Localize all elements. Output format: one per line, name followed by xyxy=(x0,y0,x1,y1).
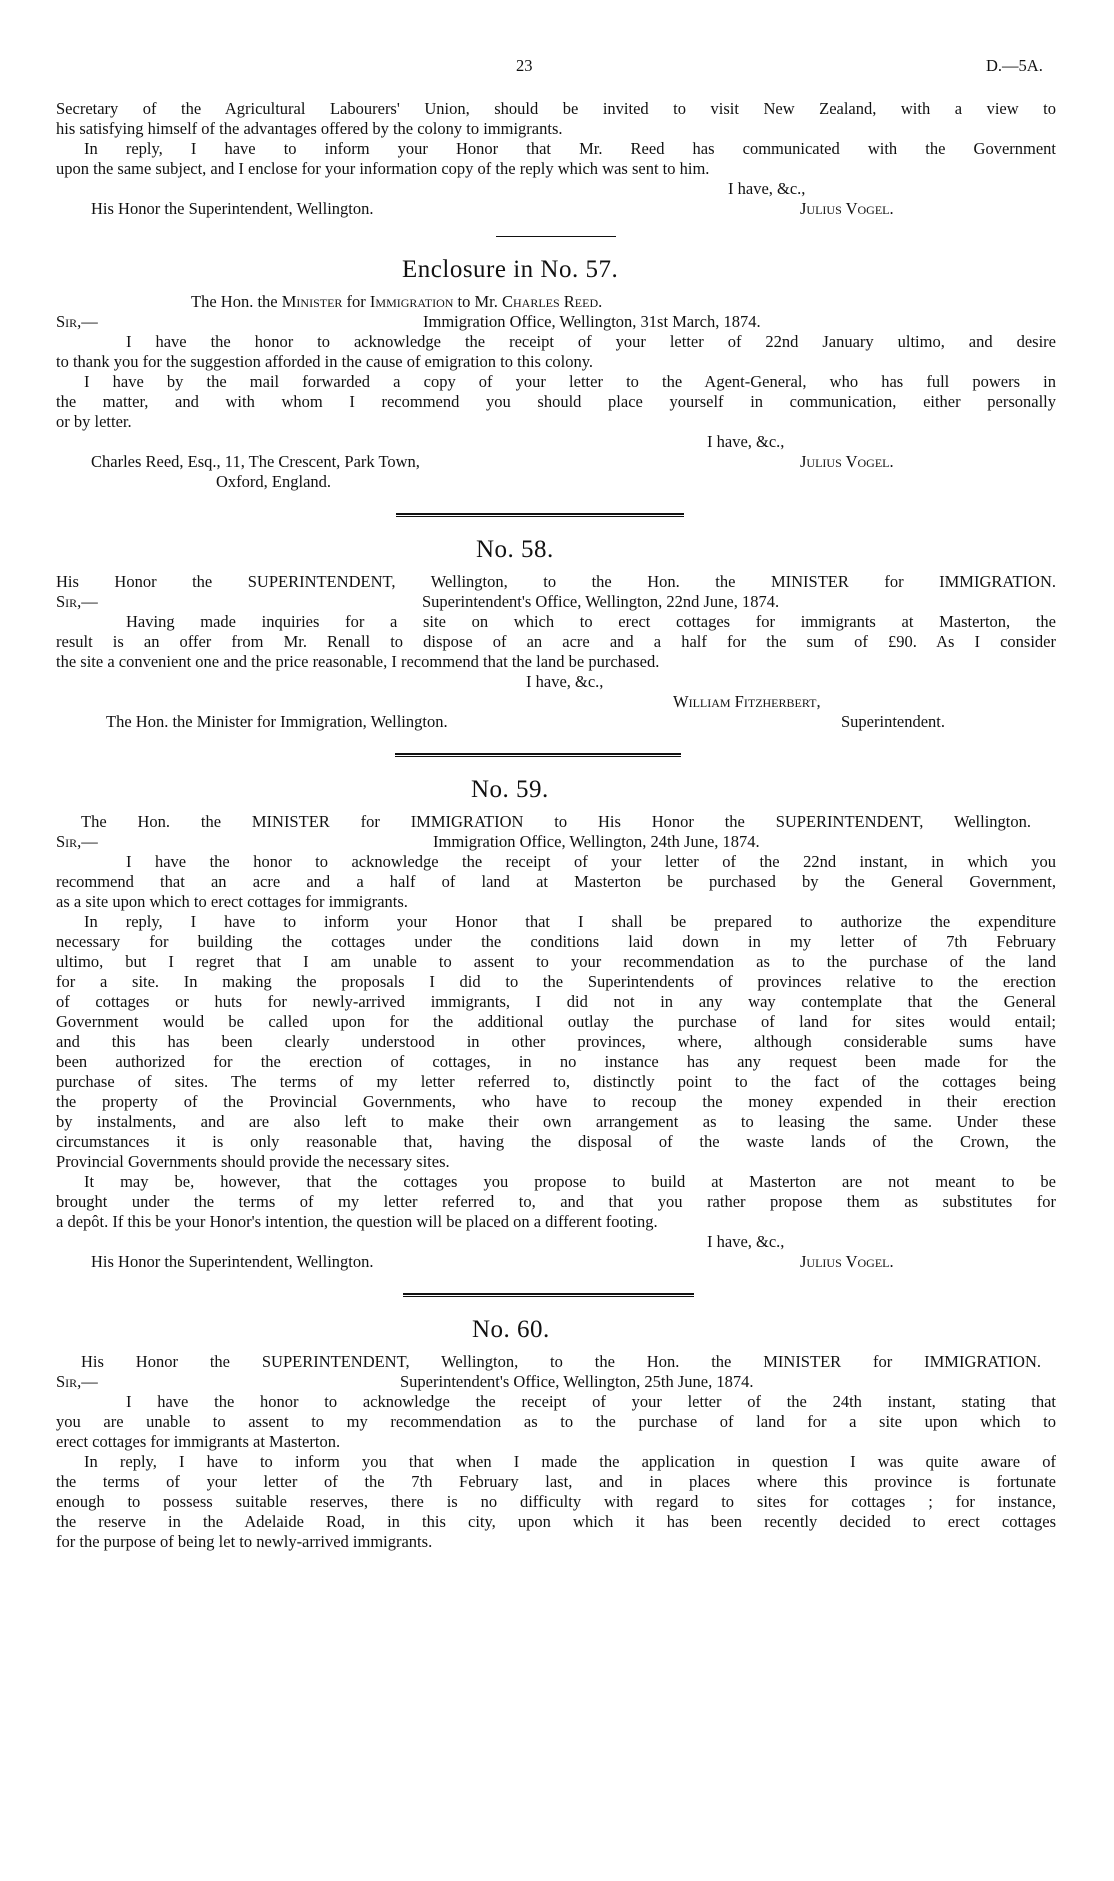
address-line: Oxford, England. xyxy=(216,472,332,491)
body-line: In reply, I have to inform you that when I made the application in question I was quite aware of xyxy=(84,1452,1056,1471)
body-line: I have by the mail forwarded a copy of your letter to the Agent-General, who has full powers in xyxy=(84,372,1056,391)
body-line: I have the honor to acknowledge the receipt of your letter of 22nd January ultimo, and desire xyxy=(126,332,1056,351)
body-line: or by letter. xyxy=(56,412,132,431)
section-heading: Enclosure in No. 57. xyxy=(402,256,619,283)
body-line: been authorized for the erection of cottages, in no instance has any request been made for the xyxy=(56,1052,1056,1071)
body-line: for the purpose of being let to newly-arrived immigrants. xyxy=(56,1532,433,1551)
signature: William Fitzherbert, xyxy=(673,692,821,711)
addressee: His Honor the Superintendent, Wellington. xyxy=(91,199,374,218)
closing: I have, &c., xyxy=(728,179,806,198)
body-line: I have the honor to acknowledge the receipt of your letter of the 24th instant, stating that xyxy=(126,1392,1056,1411)
body-line: erect cottages for immigrants at Masterton. xyxy=(56,1432,341,1451)
body-line: Provincial Governments should provide the necessary sites. xyxy=(56,1152,450,1171)
letter-from-line: The Hon. the MINISTER for IMMIGRATION to His Honor the SUPERINTENDENT, Wellington. xyxy=(81,812,1031,831)
body-line: Having made inquiries for a site on which to erect cottages for immigrants at Masterton, the xyxy=(126,612,1056,631)
body-line: ultimo, but I regret that I am unable to assent to your recommendation as to the purchase of the land xyxy=(56,952,1056,971)
body-line: you are unable to assent to my recommendation as to the purchase of land for a site upon which to xyxy=(56,1412,1056,1431)
body-line: the reserve in the Adelaide Road, in this city, upon which it has been recently decided to erect cottages xyxy=(56,1512,1056,1531)
place-date: Immigration Office, Wellington, 24th June, 1874. xyxy=(433,832,760,851)
body-line: the terms of your letter of the 7th February last, and in places where this province is fortunate xyxy=(56,1472,1056,1491)
divider xyxy=(396,513,684,515)
body-line: Secretary of the Agricultural Labourers' Union, should be invited to visit New Zealand, with a view to xyxy=(56,99,1056,118)
body-line: the property of the Provincial Governments, who have to recoup the money expended in their erection xyxy=(56,1092,1056,1111)
salutation: Sir,— xyxy=(56,1372,98,1391)
body-line: I have the honor to acknowledge the receipt of your letter of the 22nd instant, in which you xyxy=(126,852,1056,871)
closing: I have, &c., xyxy=(707,432,785,451)
signature-title: Superintendent. xyxy=(841,712,946,731)
body-line: purchase of sites. The terms of my letter referred to, distinctly point to the fact of the cottages being xyxy=(56,1072,1056,1091)
divider xyxy=(496,236,616,237)
body-line: It may be, however, that the cottages you propose to build at Masterton are not meant to be xyxy=(84,1172,1056,1191)
body-line: of cottages or huts for newly-arrived immigrants, I did not in any way contemplate that the General xyxy=(56,992,1056,1011)
body-line: upon the same subject, and I enclose for your information copy of the reply which was sent to him. xyxy=(56,159,710,178)
closing: I have, &c., xyxy=(707,1232,785,1251)
section-heading: No. 59. xyxy=(471,776,549,803)
address-line: Charles Reed, Esq., 11, The Crescent, Park Town, xyxy=(91,452,420,471)
divider xyxy=(403,1293,694,1295)
place-date: Superintendent's Office, Wellington, 22nd June, 1874. xyxy=(422,592,780,611)
page-number: 23 xyxy=(516,56,533,75)
body-line: as a site upon which to erect cottages for immigrants. xyxy=(56,892,408,911)
divider xyxy=(395,753,681,755)
place-date: Immigration Office, Wellington, 31st March, 1874. xyxy=(423,312,761,331)
document-code: D.—5A. xyxy=(986,56,1043,75)
body-line: recommend that an acre and a half of land at Masterton be purchased by the General Government, xyxy=(56,872,1056,891)
body-line: necessary for building the cottages under the conditions laid down in my letter of 7th February xyxy=(56,932,1056,951)
body-line: enough to possess suitable reserves, there is no difficulty with regard to sites for cottages ; for instance, xyxy=(56,1492,1056,1511)
body-line: brought under the terms of my letter referred to, and that you rather propose them as substitutes for xyxy=(56,1192,1056,1211)
body-line: a depôt. If this be your Honor's intention, the question will be placed on a different footing. xyxy=(56,1212,658,1231)
place-date: Superintendent's Office, Wellington, 25th June, 1874. xyxy=(400,1372,754,1391)
body-line: circumstances it is only reasonable that, having the disposal of the waste lands of the Crown, the xyxy=(56,1132,1056,1151)
divider xyxy=(396,516,684,517)
letter-from-line: His Honor the SUPERINTENDENT, Wellington, to the Hon. the MINISTER for IMMIGRATION. xyxy=(81,1352,1041,1371)
body-line: his satisfying himself of the advantages offered by the colony to immigrants. xyxy=(56,119,563,138)
salutation: Sir,— xyxy=(56,312,98,331)
section-heading: No. 60. xyxy=(472,1316,550,1343)
section-heading: No. 58. xyxy=(476,536,554,563)
body-line: the site a convenient one and the price reasonable, I recommend that the land be purchased. xyxy=(56,652,660,671)
signature: Julius Vogel. xyxy=(800,199,894,218)
body-line: the matter, and with whom I recommend you should place yourself in communication, either personally xyxy=(56,392,1056,411)
body-line: by instalments, and are also left to make their own arrangement as to leasing the same. Under these xyxy=(56,1112,1056,1131)
addressee: The Hon. the Minister for Immigration, Wellington. xyxy=(106,712,448,731)
closing: I have, &c., xyxy=(526,672,604,691)
body-line: and this has been clearly understood in other provinces, where, although considerable sums have xyxy=(56,1032,1056,1051)
body-line: In reply, I have to inform your Honor that Mr. Reed has communicated with the Government xyxy=(84,139,1056,158)
divider xyxy=(395,756,681,757)
divider xyxy=(403,1296,694,1297)
letter-from-line: His Honor the SUPERINTENDENT, Wellington, to the Hon. the MINISTER for IMMIGRATION. xyxy=(56,572,1056,591)
signature: Julius Vogel. xyxy=(800,1252,894,1271)
body-line: Government would be called upon for the additional outlay the purchase of land for sites would entail; xyxy=(56,1012,1056,1031)
salutation: Sir,— xyxy=(56,592,98,611)
salutation: Sir,— xyxy=(56,832,98,851)
document-page xyxy=(56,56,1056,1856)
addressee: His Honor the Superintendent, Wellington. xyxy=(91,1252,374,1271)
body-line: In reply, I have to inform your Honor that I shall be prepared to authorize the expenditure xyxy=(84,912,1056,931)
letter-from-line: The Hon. the Minister for Immigration to Mr. Charles Reed. xyxy=(191,292,603,311)
body-line: for a site. In making the proposals I did to the Superintendents of provinces relative to the erection xyxy=(56,972,1056,991)
body-line: to thank you for the suggestion afforded in the cause of emigration to this colony. xyxy=(56,352,594,371)
signature: Julius Vogel. xyxy=(800,452,894,471)
body-line: result is an offer from Mr. Renall to dispose of an acre and a half for the sum of £90. As I consider xyxy=(56,632,1056,651)
